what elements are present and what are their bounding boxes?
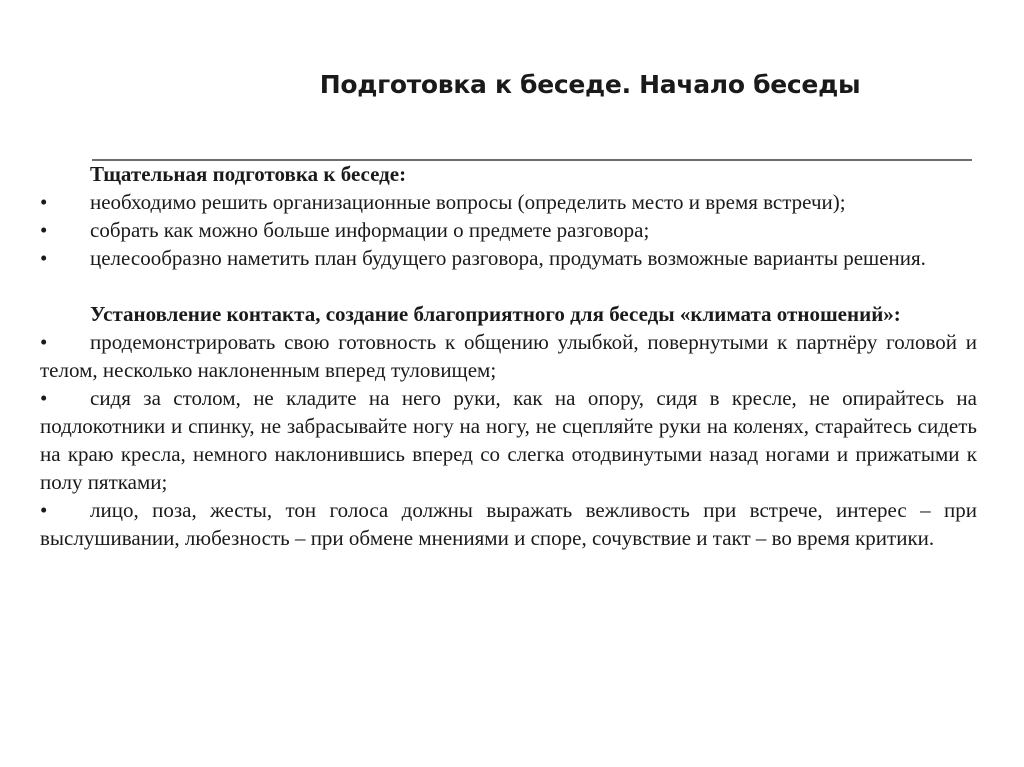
- section2-item-2-text: сидя за столом, не кладите на него руки, как на опору, сидя в кресле, не опирайтесь на подлокотники и спинку, не забрасывайте ногу на ногу, не сцепляйте руки на коленях, старайтесь сидеть на краю кресла, немного наклонившись вперед со слегка отодвинутыми назад ногами и прижатыми к полу пятками;: [40, 386, 977, 494]
- slide-body: [40, 160, 977, 552]
- section2-item-2: [40, 384, 977, 496]
- section1-item-2: [40, 216, 977, 244]
- section2-item-1-text: продемонстрировать свою готовность к общению улыбкой, повернутыми к партнёру головой и телом, несколько наклоненным вперед туловищем;: [40, 330, 977, 382]
- section1-item-1-text: необходимо решить организационные вопросы (определить место и время встречи);: [90, 190, 846, 214]
- section2-item-3: [40, 496, 977, 552]
- section2-heading: Установление контакта, создание благоприятного для беседы «климата отношений»:: [90, 302, 901, 326]
- section1-item-3-text: целесообразно наметить план будущего разговора, продумать возможные варианты решения.: [90, 246, 926, 270]
- section1-item-2-text: собрать как можно больше информации о предмете разговора;: [90, 218, 650, 242]
- bullet-icon: •: [40, 190, 48, 214]
- bullet-icon: •: [40, 246, 48, 270]
- section-gap: [40, 272, 977, 300]
- section2-item-1: [40, 328, 977, 384]
- section1-item-1: [40, 188, 977, 216]
- section2-item-3-text: лицо, поза, жесты, тон голоса должны выражать вежливость при встрече, интерес – при выслушивании, любезность – при обмене мнениями и споре, сочувствие и такт – во время критики.: [40, 498, 977, 550]
- bullet-icon: •: [40, 498, 48, 522]
- bullet-icon: •: [40, 218, 48, 242]
- section1-item-3: [40, 244, 977, 272]
- slide-title: Подготовка к беседе. Начало беседы: [319, 70, 861, 99]
- section1-heading: Тщательная подготовка к беседе:: [90, 162, 407, 186]
- bullet-icon: •: [40, 330, 48, 354]
- bullet-icon: •: [40, 386, 48, 410]
